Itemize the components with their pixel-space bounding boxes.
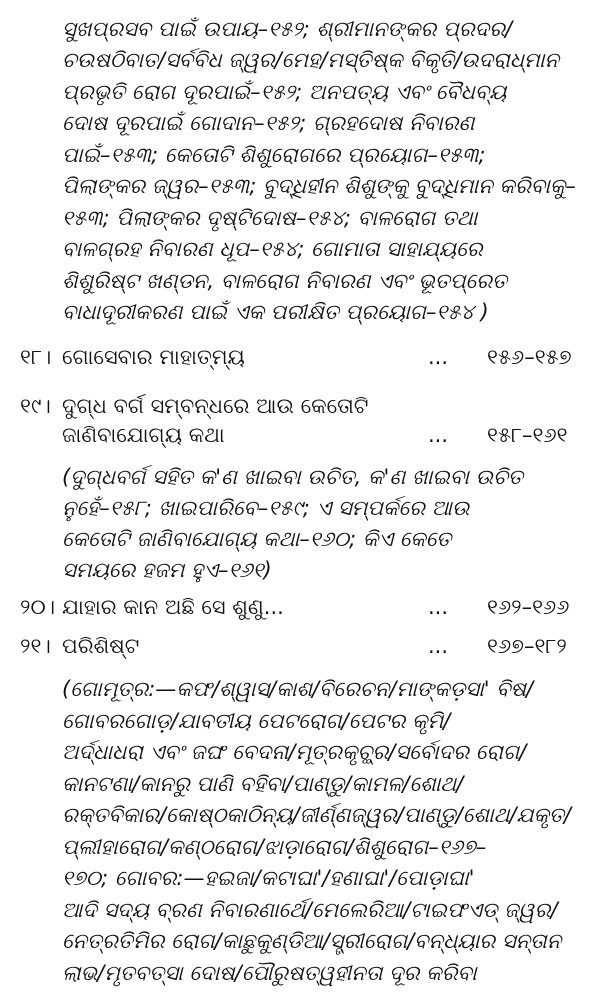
toc-entry-19 xyxy=(0,391,600,421)
entry-title: ପରିଶିଷ୍ଟ xyxy=(62,634,140,658)
entry-number: ୨୦। xyxy=(20,595,56,619)
intro-line: ପ୍ରଭୃତି ରୋଗ ଦୂରପାଇଁ–୧୫୨; ଅନପତ୍ୟ ଏବଂ ବୈଧବ୍ୟ xyxy=(62,80,507,104)
entry-21-note-line: (ଗୋମୂତ୍ର:—କଫ/ଶ୍ୱାସ/କାଶ/ବିରେଚନ/ମାଙ୍କଡ଼ସା' ବିଷ/ xyxy=(62,677,534,701)
intro-line: ବାଧାଦୂରୀକରଣ ପାଇଁ ଏକ ପରୀକ୍ଷିତ ପ୍ରୟୋଗ–୧୫୪ ) xyxy=(62,300,489,324)
leader-dots: ... xyxy=(428,595,449,619)
entry-19-note-line: (ଦୁଗ୍ଧବର୍ଗ ସହିତ କ'ଣ ଖାଇବା ଉଚିତ, କ'ଣ ଖାଇବା ଉଚିତ xyxy=(62,465,524,489)
intro-line: ପାଇଁ–୧୫୩; କେତୋଟି ଶିଶୁରୋଗରେ ପ୍ରୟୋଗ–୧୫୩; xyxy=(62,143,486,167)
intro-line: ବାଳଗ୍ରହ ନିବାରଣ ଧୂପ–୧୫୪; ଗୋମାତା ସାହାଯ୍ୟରେ xyxy=(62,237,483,261)
entry-21-note-line: ଲାଭ/ମୃତବତ୍ସା ଦୋଷ/ପୌରୁଷତ୍ୱହୀନତା ଦୂର କରିବା xyxy=(62,961,477,985)
page-range: ୧୫୬–୧୫୭ xyxy=(487,345,572,369)
entry-19-note-line: ସମୟରେ ହଜମ ହୁଏ–୧୬୧) xyxy=(62,558,272,582)
entry-19-note-line: ନୁହେଁ–୧୫୮; ଖାଇପାରିବେ–୧୫୯; ଏ ସମ୍ପର୍କରେ ଆଉ xyxy=(62,496,470,520)
leader-dots: ... xyxy=(428,423,449,447)
entry-title: ଗୋସେବାର ମାହାତ୍ମ୍ୟ xyxy=(62,345,245,369)
intro-line: ପିଲାଙ୍କର ଜ୍ୱର–୧୫୩; ବୁଦ୍ଧିହୀନ ଶିଶୁଙ୍କୁ ବୁଦ୍ଧିମାନ କରିବାକୁ– xyxy=(62,174,576,198)
toc-entry-20 xyxy=(0,592,600,622)
toc-entry-19-cont xyxy=(0,420,600,450)
page-range: ୧୬୭–୧୮୨ xyxy=(487,634,567,658)
toc-entry-21 xyxy=(0,631,600,661)
entry-number: ୧୯। xyxy=(20,394,51,418)
intro-line: ଶିଶୁରିଷ୍ଟ ଖଣ୍ଡନ, ବାଳରୋଗ ନିବାରଣ ଏବଂ ଭୂତପ୍ରେତ xyxy=(62,269,507,293)
entry-21-note-line: ପ୍ଲୀହାରୋଗ/କଣ୍ଠରୋଗ/ଝାଡ଼ାରୋଗ/ଶିଶୁରୋଗ–୧୬୭– xyxy=(62,835,487,859)
entry-19-note-line: କେତୋଟି ଜାଣିବାଯୋଗ୍ୟ କଥା–୧୬୦; କିଏ କେତେ xyxy=(62,527,452,551)
leader-dots: ... xyxy=(428,345,449,369)
entry-title: ଯାହାର କାନ ଅଛି ସେ ଶୁଣୁ... xyxy=(62,595,284,619)
entry-21-note-line: ଆଦି ସଦ୍ୟ ବ୍ରଣ ନିବାରଣାର୍ଥେ/ମେଲେରିଆ/ଟାଇଫଏଡ୍ ଜ୍ୱର/ xyxy=(62,898,558,922)
entry-21-note-line: କାନଟଣା/କାନରୁ ପାଣି ବହିବା/ପାଣ୍ଡୁ/କାମଳ/ଶୋଥ/ xyxy=(62,772,464,796)
page-range: ୧୬୨–୧୬୬ xyxy=(487,595,570,619)
entry-21-note-line: ରକ୍ତବିକାର/କୋଷ୍ଠକାଠିନ୍ୟ/ଜୀର୍ଣ୍ଣଜ୍ୱର/ପାଣ୍ଡୁ/ଶୋଥ/ଯକୃତ/ xyxy=(62,803,572,827)
entry-title: ଦୁଗ୍ଧ ବର୍ଗ ସମ୍ବନ୍ଧରେ ଆଉ କେତୋଟି xyxy=(62,394,369,418)
toc-entry-18 xyxy=(0,342,600,372)
intro-line: ସୁଖପ୍ରସବ ପାଇଁ ଉପାୟ–୧୫୨; ଶ୍ରୀମାନଙ୍କର ପ୍ରଦର/ xyxy=(62,17,513,41)
page-range: ୧୫୮–୧୬୧ xyxy=(487,423,568,447)
intro-line: ୧୫୩; ପିଲାଙ୍କର ଦୃଷ୍ଟିଦୋଷ–୧୫୪; ବାଳରୋଗ ତଥା xyxy=(62,206,478,230)
intro-line: ଚଉଷଠିବାତ/ସର୍ବବିଧ ଜ୍ୱର/ମେହ/ମସ୍ତିଷ୍କ ବିକୃତି/ଉଦରାଧ୍ମାନ xyxy=(62,48,559,72)
entry-title-continued: ଜାଣିବାଯୋଗ୍ୟ କଥା xyxy=(62,423,225,447)
entry-21-note-line: ଅର୍ଦ୍ଧାଧରା ଏବଂ ଜଙ୍ଘ ବେଦନା/ମୂତ୍ରକୃଚ୍ଛ୍ର/ସର୍ବୋଦର ରୋଗ/ xyxy=(62,740,527,764)
entry-21-note-line: ନେତ୍ରତିମିର ରୋଗ/କାଛୁକୁଣ୍ଡିଆ/ସ୍ତ୍ରୀରୋଗ/ବନ୍ଧ୍ୟାର ସନ୍ତାନ xyxy=(62,929,562,953)
entry-21-note-line: ୧୭୦; ଗୋବର:—ହଇଜା/କଟାଘା'/ହଣାଘା'/ପୋଡ଼ାଘା' xyxy=(62,866,475,890)
intro-line: ଦୋଷ ଦୂରପାଇଁ ଗୋଦାନ–୧୫୨; ଗ୍ରହଦୋଷ ନିବାରଣ xyxy=(62,111,475,135)
entry-21-note-line: ଗୋବରଗୋଡ଼/ଯାବତୀୟ ପେଟରୋଗ/ପେଟର କୃମି/ xyxy=(62,709,451,733)
leader-dots: ... xyxy=(428,634,449,658)
entry-number: ୨୧। xyxy=(20,634,51,658)
entry-number: ୧୮। xyxy=(20,345,52,369)
